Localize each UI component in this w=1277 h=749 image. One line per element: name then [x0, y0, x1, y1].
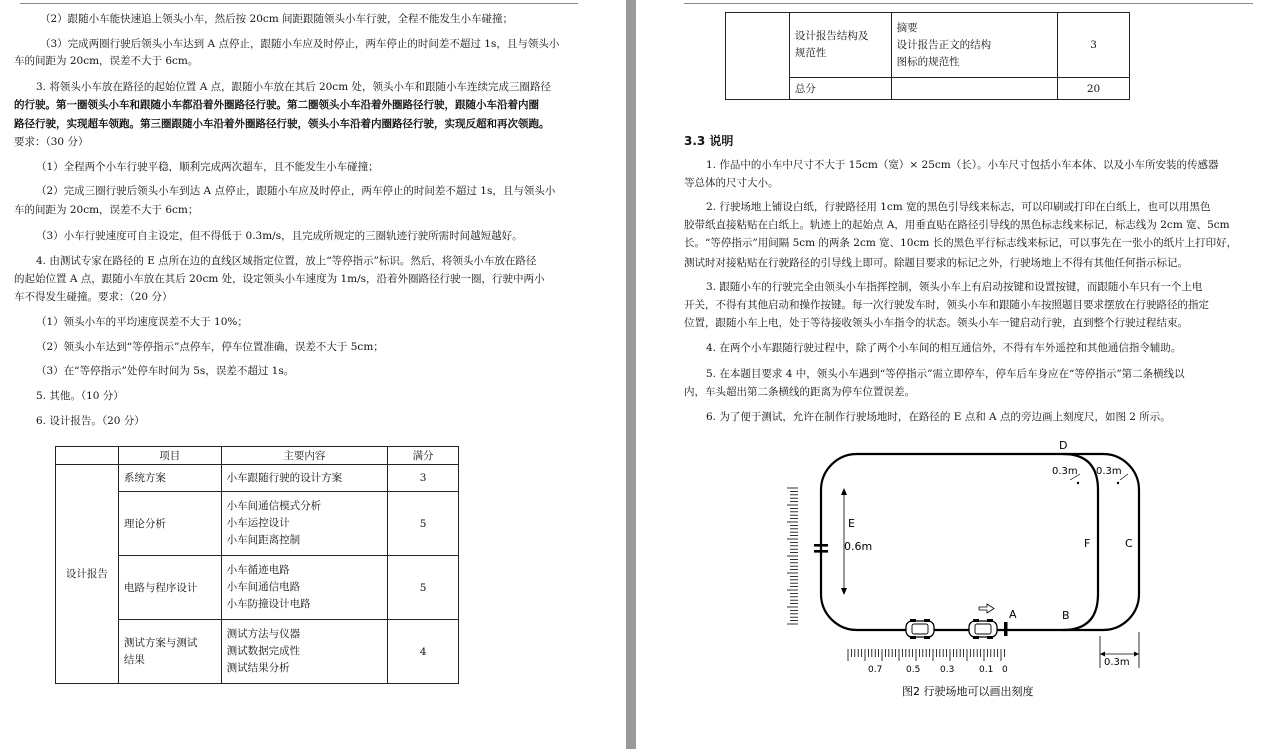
arrow-icon [841, 488, 847, 495]
label-radius-1: 0.3m [1052, 466, 1078, 477]
note-5a: 5. 在本题目要求 4 中，领头小车遇到“等停指示”需立即停车，停车后车身应在“等停指示”第二条横线以 [706, 368, 1185, 380]
note-3b: 开关，不得有其他启动和操作按键。每一次行驶发车时，领头小车和跟随小车按照题目要求摆放在行驶路径的指定 [684, 299, 1209, 311]
horizontal-ruler [848, 649, 1004, 661]
row-content [891, 13, 1058, 78]
tick-label: 0.5 [906, 665, 921, 675]
item-line: 设计报告结构及 [794, 30, 869, 42]
arrow-icon [1100, 652, 1105, 657]
tick-label: 0.1 [979, 665, 994, 675]
table-cell [726, 13, 790, 100]
note-2d: 测试时对接粘贴在行驶路径的引导线上即可。除题目要求的标记之外，行驶场地上不得有其他任何指示标记。 [684, 257, 1188, 269]
table-header-row [56, 447, 459, 465]
header-rule [684, 3, 1253, 4]
label-b: B [1062, 609, 1070, 622]
label-radius-2: 0.3m [1096, 466, 1122, 477]
header-rule [20, 3, 578, 4]
right-page [636, 0, 1277, 749]
para-3d: 要求：（30 分） [14, 136, 89, 148]
content-line: 小车间通信电路 [226, 581, 301, 593]
tick-label: 0.3 [940, 665, 955, 675]
figure-caption: 图2 行驶场地可以画出刻度 [902, 685, 1034, 698]
para-2-3b: 车的间距为 20cm，误差不大于 6cm。 [14, 55, 199, 67]
row-score: 5 [388, 492, 459, 556]
note-1b: 等总体的尺寸大小。 [684, 177, 779, 189]
para-2-2: （2）跟随小车能快速追上领头小车，然后按 20cm 间距跟随领头小车行驶，全程不能发生小车碰撞； [40, 13, 514, 25]
content-line: 图标的规范性 [896, 55, 960, 68]
content-line: 小车间通信模式分析 [226, 500, 322, 512]
item-line: 结果 [123, 653, 145, 666]
header-score: 满分 [388, 447, 459, 465]
direction-arrow-icon [979, 604, 994, 613]
radius-center-dot [1077, 482, 1079, 484]
para-6: 6. 设计报告。（20 分） [36, 415, 145, 427]
content-line: 小车循迹电路 [226, 564, 290, 576]
label-radius-3: 0.3m [1104, 657, 1130, 668]
track-figure [776, 436, 1256, 706]
label-width: 0.6m [844, 540, 873, 553]
content-line: 测试数据完成性 [226, 645, 301, 657]
para-3-1: （1）全程两个小车行驶平稳，顺利完成两次超车，且不能发生小车碰撞； [36, 161, 379, 173]
content-line: 测试方法与仪器 [226, 628, 301, 640]
item-line: 测试方案与测试 [123, 636, 198, 649]
tick-label: 0 [1002, 665, 1008, 675]
content-line: 设计报告正文的结构 [896, 38, 992, 51]
table-cell [891, 78, 1058, 100]
para-3c: 路径行驶，实现超车领跑。第三圈跟随小车沿着外圈路径行驶，领头小车沿着内圈路径行驶，实现反超和再次领跑。 [14, 118, 550, 130]
para-4-2: （2）领头小车达到“等停指示”点停车，停车位置准确，误差不大于 5cm； [36, 341, 384, 353]
stop-mark [814, 550, 828, 553]
para-4c: 车不得发生碰撞。要求：（20 分） [14, 291, 173, 303]
table-row [726, 13, 1130, 78]
label-c: C [1125, 537, 1133, 550]
group-label: 设计报告 [56, 465, 119, 684]
label-a: A [1009, 608, 1017, 621]
para-3-2a: （2）完成三圈行驶后领头小车到达 A 点停止，跟随小车应及时停止，两车停止的时间差不超过 1s，且与领头小 [36, 185, 556, 197]
leader-car [969, 619, 997, 639]
row-score: 3 [388, 465, 459, 492]
vertical-ruler [787, 488, 798, 624]
para-3b: 的行驶。第一圈领头小车和跟随小车都沿着外圈路径行驶。第二圈领头小车沿着外圈路径行驶，跟随小车沿着内圈 [14, 99, 539, 111]
label-f: F [1084, 537, 1091, 550]
total-score: 20 [1058, 78, 1130, 100]
note-4: 4. 在两个小车跟随行驶过程中，除了两个小车间的相互通信外，不得有车外遥控和其他通信指令辅助。 [706, 342, 1182, 354]
note-2b: 胶带纸直接粘贴在白纸上。轨迹上的起始点 A，用垂直贴在路径引导线的黑色标志线来标记，标志线为 2cm 宽、5cm [684, 219, 1230, 231]
row-content: 小车跟随行驶的设计方案 [221, 465, 388, 492]
note-6: 6. 为了便于测试，允许在制作行驶场地时，在路径的 E 点和 A 点的旁边画上刻度尺，如图 2 所示。 [706, 411, 1171, 423]
score-table-continued [725, 12, 1130, 100]
row-item [789, 13, 891, 78]
row-content [221, 492, 388, 556]
para-4b: 的起始位置 A 点，跟随小车放在其后 20cm 处，设定领头小车速度为 1m/s，沿着外圈路径行驶一圈，行驶中两小 [14, 273, 545, 285]
para-4a: 4. 由测试专家在路径的 E 点所在边的直线区域指定位置，放上“等停指示”标识。然后，将领头小车放在路径 [36, 255, 537, 267]
note-1a: 1. 作品中的小车中尺寸不大于 15cm（宽）× 25cm（长）。小车尺寸包括小车本体、以及小车所安装的传感器 [706, 159, 1219, 171]
stop-mark [814, 544, 828, 547]
para-5: 5. 其他。（10 分） [36, 390, 124, 402]
row-score: 5 [388, 556, 459, 620]
table-cell [56, 447, 119, 465]
header-content: 主要内容 [221, 447, 388, 465]
follower-car [906, 619, 934, 639]
score-table [55, 446, 459, 684]
para-3a: 3. 将领头小车放在路径的起始位置 A 点，跟随小车放在其后 20cm 处，领头小车和跟随小车连续完成三圈路径 [36, 81, 551, 93]
tick-label: 0.7 [868, 665, 883, 675]
note-2a: 2. 行驶场地上铺设白纸，行驶路径用 1cm 宽的黑色引导线来标志，可以印刷或打印在白纸上，也可以用黑色 [706, 201, 1211, 213]
note-5b: 内，车头超出第二条横线的距离为停车位置误差。 [684, 386, 915, 398]
start-mark [1004, 622, 1008, 636]
label-e: E [848, 517, 855, 530]
section-heading: 3.3 说明 [684, 134, 734, 148]
para-2-3a: （3）完成两圈行驶后领头小车达到 A 点停止，跟随小车应及时停止，两车停止的时间差不超过 1s，且与领头小 [40, 38, 560, 50]
row-item: 系统方案 [118, 465, 221, 492]
row-item: 电路与程序设计 [118, 556, 221, 620]
note-3a: 3. 跟随小车的行驶完全由领头小车指挥控制，领头小车上有启动按键和设置按键，而跟随小车只有一个上电 [706, 281, 1203, 293]
para-4-3: （3）在“等停指示”处停车时间为 5s，误差不超过 1s。 [36, 365, 295, 377]
table-row [56, 465, 459, 492]
note-2c: 长。“等停指示”用间隔 5cm 的两条 2cm 宽、10cm 长的黑色平行标志线来标记，可以事先在一张小的纸片上打印好， [684, 237, 1238, 249]
content-line: 测试结果分析 [226, 662, 290, 674]
row-content [221, 620, 388, 684]
label-d: D [1059, 439, 1068, 452]
content-line: 摘要 [896, 21, 918, 34]
para-3-2b: 车的间距为 20cm，误差不大于 6cm； [14, 204, 199, 216]
item-line: 规范性 [794, 47, 827, 59]
radius-center-dot [1117, 482, 1119, 484]
content-line: 小车运控设计 [226, 517, 290, 529]
row-score: 3 [1058, 13, 1130, 78]
content-line: 小车间距离控制 [226, 534, 301, 546]
row-item [118, 620, 221, 684]
para-3-3: （3）小车行驶速度可自主设定，但不得低于 0.3m/s，且完成所规定的三圈轨迹行驶所需时间越短越好。 [36, 230, 523, 242]
left-page [0, 0, 626, 749]
note-3c: 位置，跟随小车上电，处于等待接收领头小车指令的状态。领头小车一键启动行驶，直到整个行驶过程结束。 [684, 317, 1188, 329]
row-item: 理论分析 [118, 492, 221, 556]
para-4-1: （1）领头小车的平均速度误差不大于 10%； [36, 316, 248, 328]
inner-track [1063, 454, 1098, 630]
arrow-icon [841, 588, 847, 595]
row-content [221, 556, 388, 620]
row-score: 4 [388, 620, 459, 684]
total-label: 总分 [789, 78, 891, 100]
arrow-icon [1134, 652, 1139, 657]
content-line: 小车防撞设计电路 [226, 598, 311, 610]
header-item: 项目 [118, 447, 221, 465]
